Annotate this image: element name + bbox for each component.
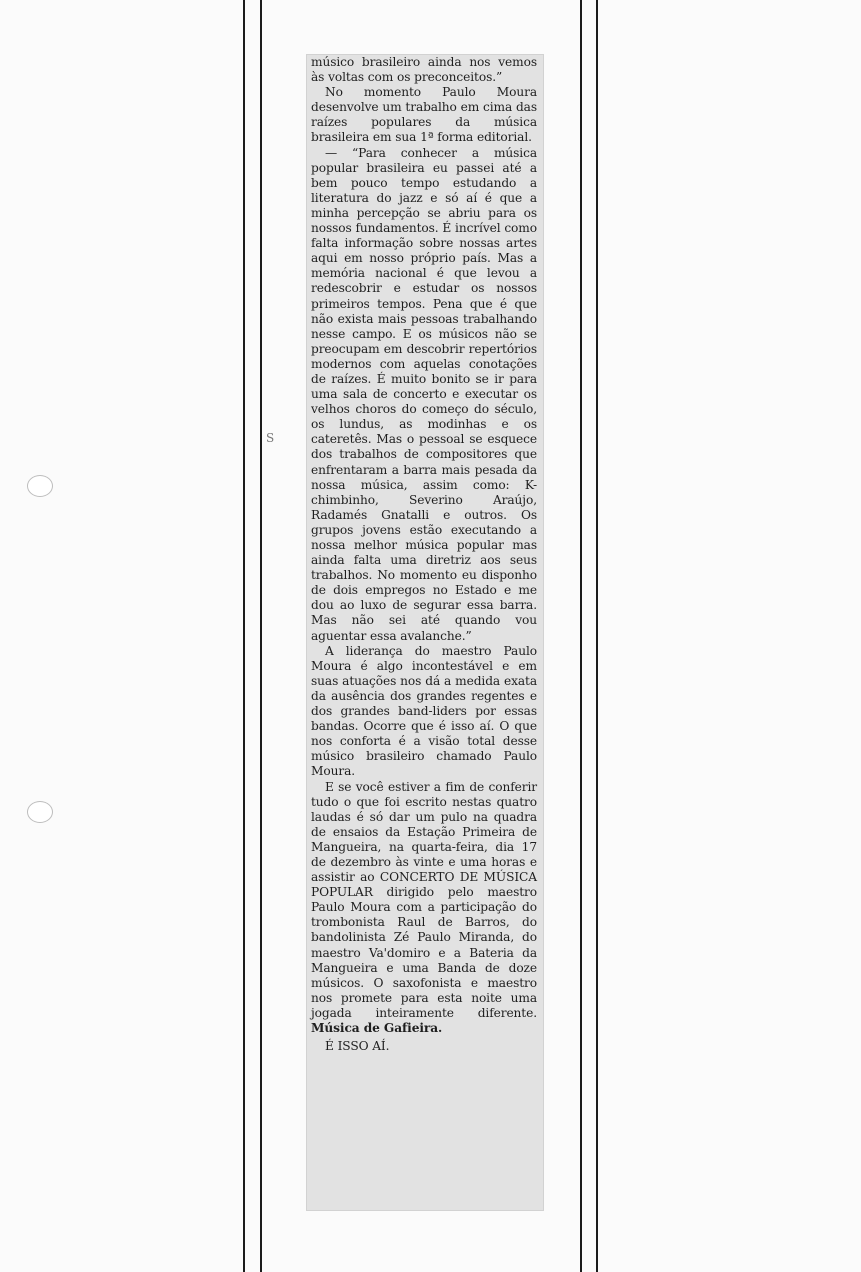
article-paragraph-last [311, 780, 537, 1037]
left-rule-outer [243, 0, 245, 1272]
punch-hole-upper [27, 475, 53, 497]
right-rule-outer [596, 0, 598, 1272]
article-paragraph: músico brasileiro ainda nos vemos às voltas com os preconceitos.” [311, 55, 537, 85]
article-paragraph: — “Para conhecer a música popular brasileira eu passei até a bem pouco tempo estudando a literatura do jazz e só aí é que a minha percepção se abriu para os nossos fundamentos. É incrível como falta informação sobre nossas artes aqui em nosso próprio país. Mas a memória nacional é que levou a redescobrir e estudar os nossos primeiros tempos. Pena que é que não exista mais pessoas trabalhando nesse campo. E os músicos não se preocupam em descobrir repertórios modernos com aquelas conotações de raízes. É muito bonito se ir para uma sala de concerto e executar os velhos choros do começo do século, os lundus, as modinhas e os cateretês. Mas o pessoal se esquece dos trabalhos de compositores que enfrentaram a barra mais pesada da nossa música, assim como: K-chimbinho, Severino Araújo, Radamés Gnatalli e outros. Os grupos jovens estão executando a nossa melhor música popular mas ainda falta uma diretriz aos seus trabalhos. No momento eu disponho de dois empregos no Estado e me dou ao luxo de segurar essa barra. Mas não sei até quando vou aguentar essa avalanche.” [311, 145, 537, 643]
punch-hole-lower [27, 801, 53, 823]
newspaper-clipping [307, 55, 543, 1210]
signoff: É ISSO AÍ. [325, 1039, 390, 1054]
left-rule-inner [260, 0, 262, 1272]
article-column [311, 55, 537, 1054]
article-paragraph-text: E se você estiver a fim de conferir tudo o que foi escrito nestas quatro laudas é só dar um pulo na quadra de ensaios da Estação Primeira de Mangueira, na quarta-feira, dia 17 de dezembro às vinte e uma horas e assistir ao CONCERTO DE MÚSICA POPULAR dirigido pelo maestro Paulo Moura com a participação do trombonista Raul de Barros, do bandolinista Zé Paulo Miranda, do maestro Va'domiro e a Bateria da Mangueira e uma Banda de doze músicos. O saxofonista e maestro nos promete para esta noite uma jogada inteiramente diferente. [311, 779, 537, 1020]
right-rule-inner [580, 0, 582, 1272]
margin-mark: S [266, 431, 275, 445]
article-paragraph: A liderança do maestro Paulo Moura é algo incontestável e em suas atuações nos dá a medida exata da ausência dos grandes regentes e dos grandes band-liders por essas bandas. Ocorre que é isso aí. O que nos conforta é a visão total desse músico brasileiro chamado Paulo Moura. [311, 643, 537, 779]
closing-bold-phrase: Música de Gafieira. [311, 1021, 443, 1035]
article-paragraph: No momento Paulo Moura desenvolve um trabalho em cima das raízes populares da música brasileira em sua 1ª forma editorial. [311, 85, 537, 145]
